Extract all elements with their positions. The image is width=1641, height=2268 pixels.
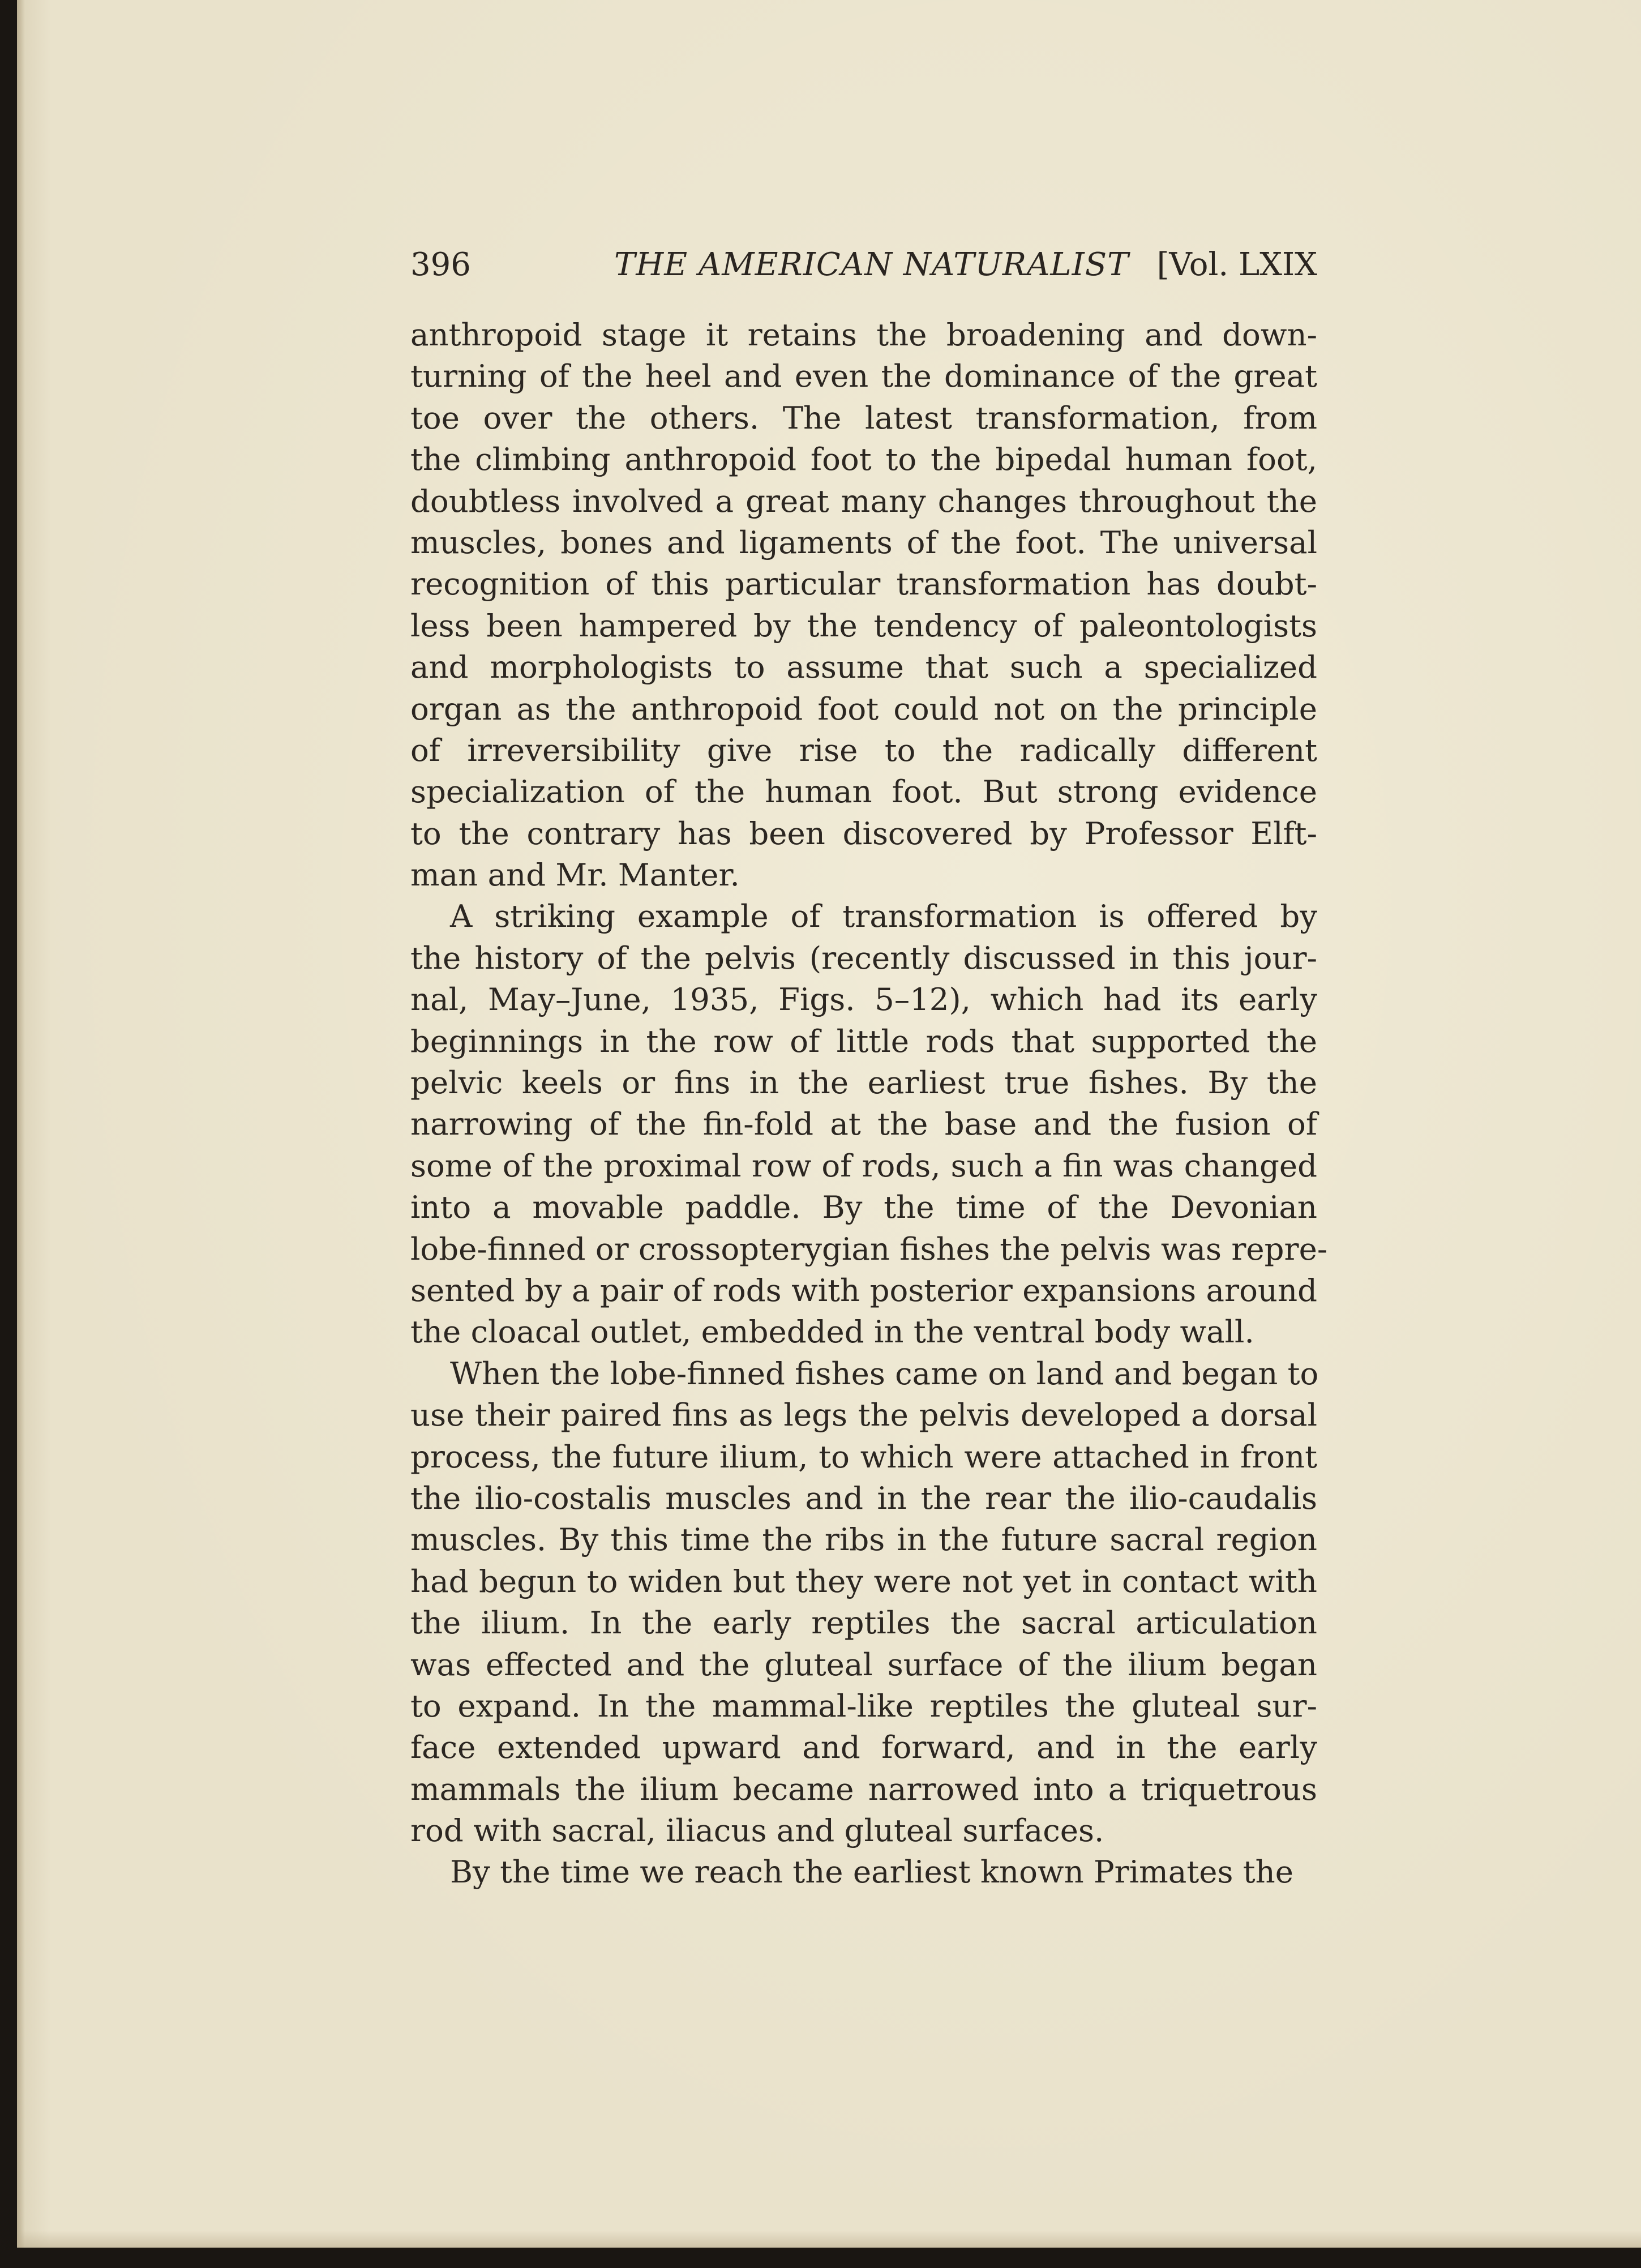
paragraph [410, 314, 1317, 896]
text-line: When the lobe-finned fishes came on land and began to [450, 1355, 1319, 1392]
text-line: man and Mr. Manter. [410, 857, 740, 893]
page-left-edge [17, 0, 25, 2248]
page-bottom-edge [17, 2231, 1641, 2248]
text-line: By the time we reach the earliest known Primates the [450, 1854, 1294, 1890]
paragraph [410, 1851, 1317, 1893]
text-line: muscles. By this time the ribs in the future sacral region [410, 1521, 1317, 1558]
text-line: face extended upward and forward, and in the early [410, 1729, 1317, 1766]
text-line: use their paired fins as legs the pelvis developed a dorsal [410, 1397, 1317, 1433]
text-line: mammals the ilium became narrowed into a triquetrous [410, 1770, 1317, 1807]
text-line: the ilio-costalis muscles and in the rear the ilio-caudalis [410, 1479, 1317, 1516]
text-line: organ as the anthropoid foot could not on the principle [410, 690, 1317, 727]
text-line: doubtless involved a great many changes throughout the [410, 482, 1317, 519]
text-line: beginnings in the row of little rods that supported the [410, 1022, 1317, 1059]
text-line: to expand. In the mammal-like reptiles the gluteal sur- [410, 1687, 1317, 1724]
text-line: process, the future ilium, to which were attached in front [410, 1438, 1317, 1475]
paragraph [410, 896, 1328, 1353]
text-line: into a movable paddle. By the time of the Devonian [410, 1189, 1317, 1226]
text-line: anthropoid stage it retains the broadening and down- [410, 316, 1317, 353]
text-line: was effected and the gluteal surface of the ilium began [410, 1646, 1317, 1683]
paragraph [410, 1353, 1317, 1852]
text-line: the climbing anthropoid foot to the bipedal human foot, [410, 441, 1317, 478]
running-header [410, 242, 1317, 288]
text-line: the cloacal outlet, embedded in the ventral body wall. [410, 1313, 1254, 1350]
page-number: 396 [410, 246, 471, 283]
text-line: the history of the pelvis (recently discussed in this jour- [410, 939, 1317, 976]
text-line: toe over the others. The latest transformation, from [410, 399, 1317, 436]
text-line: to the contrary has been discovered by Professor Elft- [410, 815, 1317, 851]
text-line: of irreversibility give rise to the radically different [410, 731, 1317, 768]
text-line: nal, May–June, 1935, Figs. 5–12), which had its early [410, 981, 1317, 1018]
text-line: muscles, bones and ligaments of the foot. The universal [410, 524, 1317, 560]
text-line: lobe-finned or crossopterygian fishes the pelvis was repre- [410, 1230, 1328, 1267]
volume-label: [Vol. LXIX [1156, 246, 1317, 283]
text-line: turning of the heel and even the dominance of the great [410, 358, 1317, 395]
text-line: A striking example of transformation is offered by [450, 898, 1317, 935]
text-line: specialization of the human foot. But strong evidence [410, 773, 1317, 810]
text-line: and morphologists to assume that such a specialized [410, 649, 1317, 686]
text-line: sented by a pair of rods with posterior expansions around [410, 1272, 1317, 1308]
body-text [410, 314, 1328, 1893]
text-line: rod with sacral, iliacus and gluteal surfaces. [410, 1812, 1104, 1849]
text-line: recognition of this particular transformation has doubt- [410, 566, 1317, 602]
text-line: less been hampered by the tendency of paleontologists [410, 607, 1317, 644]
text-line: narrowing of the fin-fold at the base and the fusion of [410, 1106, 1317, 1142]
journal-title: THE AMERICAN NATURALIST [614, 246, 1129, 283]
text-line: had begun to widen but they were not yet in contact with [410, 1563, 1317, 1599]
text-line: the ilium. In the early reptiles the sacral articulation [410, 1604, 1317, 1641]
text-line: pelvic keels or fins in the earliest true fishes. By the [410, 1064, 1317, 1101]
text-line: some of the proximal row of rods, such a fin was changed [410, 1147, 1317, 1184]
